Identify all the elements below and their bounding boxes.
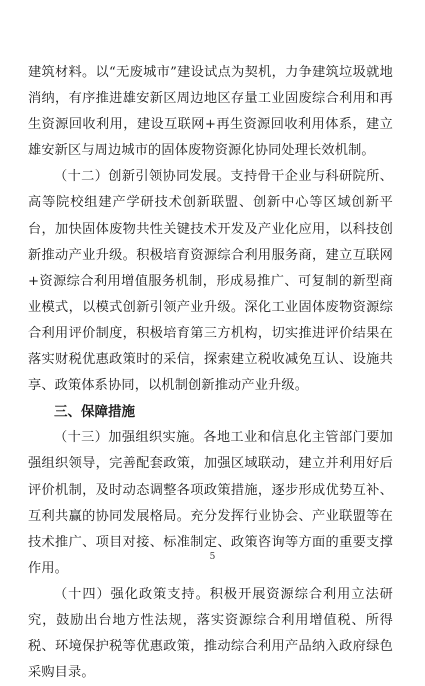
paragraph-heading: （十三）加强组织实施。 — [54, 430, 204, 446]
paragraph-heading: （十四）强化政策支持。 — [54, 586, 210, 602]
paragraph-text: 各地工业和信息化主管部门要加强组织领导，完善配套政策，加强区域联动，建立并利用好后评价机制，及时动态调整各项政策措施，逐步形成优势互补、互利共赢的协同发展格局。充分发挥行业协会、产业联盟等在技术推广、项目对接、标准制定、政策咨询等方面的重要支撑作用。 — [28, 430, 393, 576]
paragraph-text: 积极开展资源综合利用立法研究，鼓励出台地方性法规，落实资源综合利用增值税、所得税、环境保护税等优惠政策，推动综合利用产品纳入政府绿色采购目录。 — [28, 586, 393, 681]
paragraph-heading: （十二）创新引领协同发展。 — [54, 169, 231, 185]
section-heading-safeguards: 三、保障措施 — [54, 404, 135, 421]
paragraph-policy-support — [28, 582, 393, 686]
paragraph-innovation — [28, 164, 393, 399]
document-body — [28, 60, 393, 686]
page-number: 5 — [209, 552, 216, 562]
paragraph-building-materials — [28, 60, 393, 164]
paragraph-text: 建筑材料。以“无废城市”建设试点为契机，力争建筑垃圾就地消纳，有序推进雄安新区周边地区存量工业固废综合利用和再生资源回收利用，建设互联网+再生资源回收利用体系，建立雄安新区与周边城市的固体废物资源化协同处理长效机制。 — [28, 65, 393, 159]
paragraph-text: 支持骨干企业与科研院所、高等院校组建产学研技术创新联盟、创新中心等区域创新平台，加快固体废物共性关键技术开发及产业化应用，以科技创新推动产业升级。积极培育资源综合利用服务商，建立互联网+资源综合利用增值服务机制，形成易推广、可复制的新型商业模式，以模式创新引领产业升级。深化工业固体废物资源综合利用评价制度，积极培育第三方机构，切实推进评价结果在落实财税优惠政策时的采信，探索建立税收减免互认、设施共享、政策体系协同，以机制创新推动产业升级。 — [28, 169, 393, 394]
